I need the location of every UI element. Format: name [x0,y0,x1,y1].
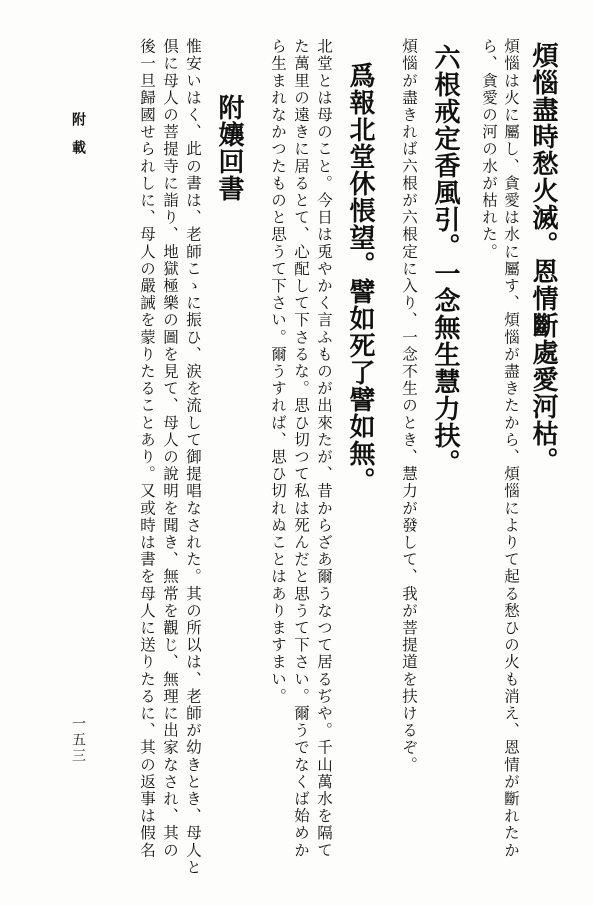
margin-label: 附載 [70,112,86,168]
commentary-line-4: 北堂とは母のこと。今日は兎やかく言ふものが出來たが、昔からざあ爾うなつて居るぢや。千山萬水を隔て [315,38,333,859]
commentary-line-1: 煩惱は火に屬し、貪愛は水に屬す、煩惱が盡きたから、煩惱によりて起る愁ひの火も消え、恩情が斷れたか [502,38,520,859]
commentary-line-3: 煩惱が盡きれば六根が六根定に入り、一念不生のとき、慧力が發して、我が菩提道を扶けるぞ。 [400,38,418,774]
verse-line-3: 爲報北堂休悵望。譬如死了譬如無。 [345,62,375,494]
commentary-line-2: ら、貪愛の河の水が枯れた。 [480,38,498,261]
verse-line-2: 六根戒定香風引。一念無生慧力扶。 [430,44,460,476]
section-title: 附孃回書 [214,94,244,202]
page-number: 一五三 [70,716,86,764]
commentary-line-5: た萬里の遠きに居るとて、心配して下さるな。思ひ切つて私は死んだと思うて下さい。爾うでなくば始めか [292,38,310,859]
commentary-line-6: ら生まれなかつたものと思うて下さい。爾うすれば、思ひ切れぬことはありますまい。 [269,38,287,705]
verse-line-1: 煩惱盡時愁火滅。恩情斷處愛河枯。 [528,42,558,474]
commentary-line-8: 倶に母人の菩提寺に詣り、地獄極樂の圖を見て、母人の說明を聞き、無常を觀じ、無理に出家なされ、其の [161,38,179,859]
commentary-line-7: 惟安いはく、此の書は、老師こゝに振ひ、涙を流して御提唱なされた。其の所以は、老師が幼きとき、母人と [184,38,202,876]
commentary-line-9: 後一旦歸國せられしに、母人の嚴誡を蒙りたることあり。又或時は書を母人に送りたるに、其の返事は假名 [138,38,156,859]
